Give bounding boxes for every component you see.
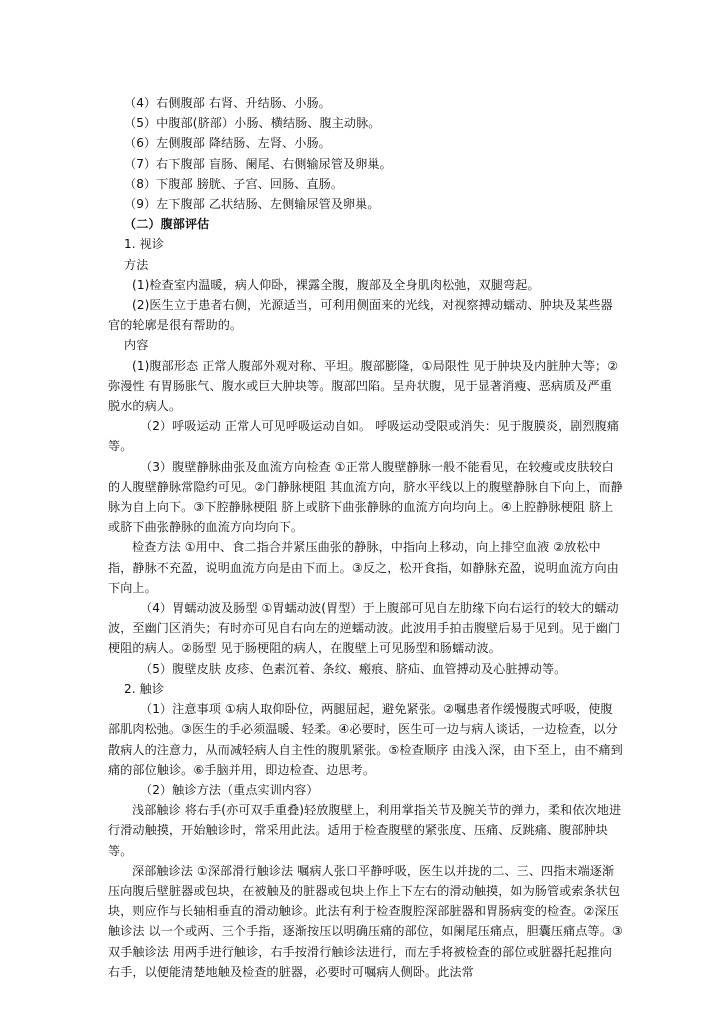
paragraph: (1)检查室内温暖，病人仰卧，裸露全腹，腹部及全身肌肉松弛，双腿弯起。 [132,277,540,292]
paragraph: （3）腹壁静脉曲张及血流方向检查 ①正常人腹壁静脉一般不能看见，在较瘦或皮肤较白的人腹壁静脉常隐约可见。②门静脉梗阻 其血流方向，脐水平线以上的腹壁静脉自下向上，而静脉为自上向下。③下腔静脉梗阻 脐上或脐下曲张静脉的血流方向均向上。④上腔静脉梗阻 脐上或脐下曲张静脉的血流方向均向下。 [108,459,623,535]
document-body [108,93,624,982]
list-item: （4）右侧腹部 右肾、升结肠、小肠。 [124,96,331,110]
section-heading: （二）腹部评估 [124,217,210,232]
list-item: （7）右下腹部 盲肠、阑尾、右侧输尿管及卵巢。 [124,156,392,171]
paragraph: （1）注意事项 ①病人取仰卧位，两腿屈起，避免紧张。②嘱患者作缓慢腹式呼吸，使腹部肌肉松弛。③医生的手必须温暖、轻柔。④必要时，医生可一边与病人谈话，一边检查，以分散病人的注意力，从而减轻病人自主性的腹肌紧张。⑤检查顺序 由浅入深，由下至上，由不痛到痛的部位触诊。⑥手脑并用，即边检查、边思考。 [108,702,623,777]
list-item: （6）左侧腹部 降结肠、左肾、小肠。 [124,136,331,151]
method-heading: 方法 [124,257,149,272]
list-item: （5）中腹部(脐部）小肠、横结肠、腹主动脉。 [124,116,381,131]
paragraph: （2）触诊方法（重点实训内容） [140,782,319,797]
paragraph: (1)腹部形态 正常人腹部外观对称、平坦。腹部膨隆，①局限性 见于肿块及内脏肿大等；②弥漫性 有胃肠胀气、腹水或巨大肿块等。腹部凹陷。呈舟状腹，见于显著消瘦、恶病质及严重脱水的病人。 [108,358,619,414]
paragraph: （2）呼吸运动 正常人可见呼吸运动自如。 呼吸运动受限或消失：见于腹膜炎，剧烈腹痛等。 [108,419,620,454]
paragraph: （4）胃蠕动波及肠型 ①胃蠕动波(胃型）于上腹部可见自左肋缘下向右运行的较大的蠕动波，至幽门区消失；有时亦可见自右向左的逆蠕动波。此波用手拍击腹壁后易于见到。见于幽门梗阻的病人。②肠型 见于肠梗阻的病人，在腹壁上可见肠型和肠蠕动波。 [108,601,621,656]
paragraph: (2)医生立于患者右侧，光源适当，可利用侧面来的光线，对视察搏动蠕动、肿块及某些器官的轮廓是很有帮助的。 [108,298,613,333]
paragraph: 浅部触诊 将右手(亦可双手重叠)轻放腹壁上，利用掌指关节及腕关节的弹力，柔和依次地进行滑动触摸，开始触诊时，常采用此法。适用于检查腹壁的紧张度、压痛、反跳痛、腹部肿块等。 [108,803,622,858]
subsection-heading-palpation: 2. 触诊 [124,681,165,696]
list-item: （9）左下腹部 乙状结肠、左侧输尿管及卵巢。 [124,197,380,212]
subsection-heading-inspection: 1. 视诊 [124,237,165,252]
content-heading: 内容 [124,338,149,353]
paragraph: 检查方法 ①用中、食二指合并紧压曲张的静脉，中指向上移动，向上排空血液 ②放松中指，静脉不充盈，说明血流方向是由下而上。③反之，松开食指，如静脉充盈，说明血流方向由下向上。 [108,540,619,595]
paragraph: （5）腹壁皮肤 皮疹、色素沉着、条纹、瘢痕、脐疝、血管搏动及心脏搏动等。 [140,661,567,676]
list-item: （8）下腹部 膀胱、子宫、回肠、直肠。 [124,176,344,191]
paragraph: 深部触诊法 ①深部滑行触诊法 嘱病人张口平静呼吸，医生以并拢的二、三、四指末端逐渐压向腹后壁脏器或包块，在被触及的脏器或包块上作上下左右的滑动触摸，如为肠管或索条状包块，则应作与长轴相垂直的滑动触诊。此法有利于检查腹腔深部脏器和胃肠病变的检查。②深压触诊法 以一个或两、三个手指，逐渐按压以明确压痛的部位，如阑尾压痛点，胆囊压痛点等。③双手触诊法 用两手进行触诊，右手按滑行触诊法进行，而左手将被检查的部位或脏器托起推向右手，以便能清楚地触及检查的脏器，必要时可嘱病人侧卧。此法常 [108,863,623,979]
